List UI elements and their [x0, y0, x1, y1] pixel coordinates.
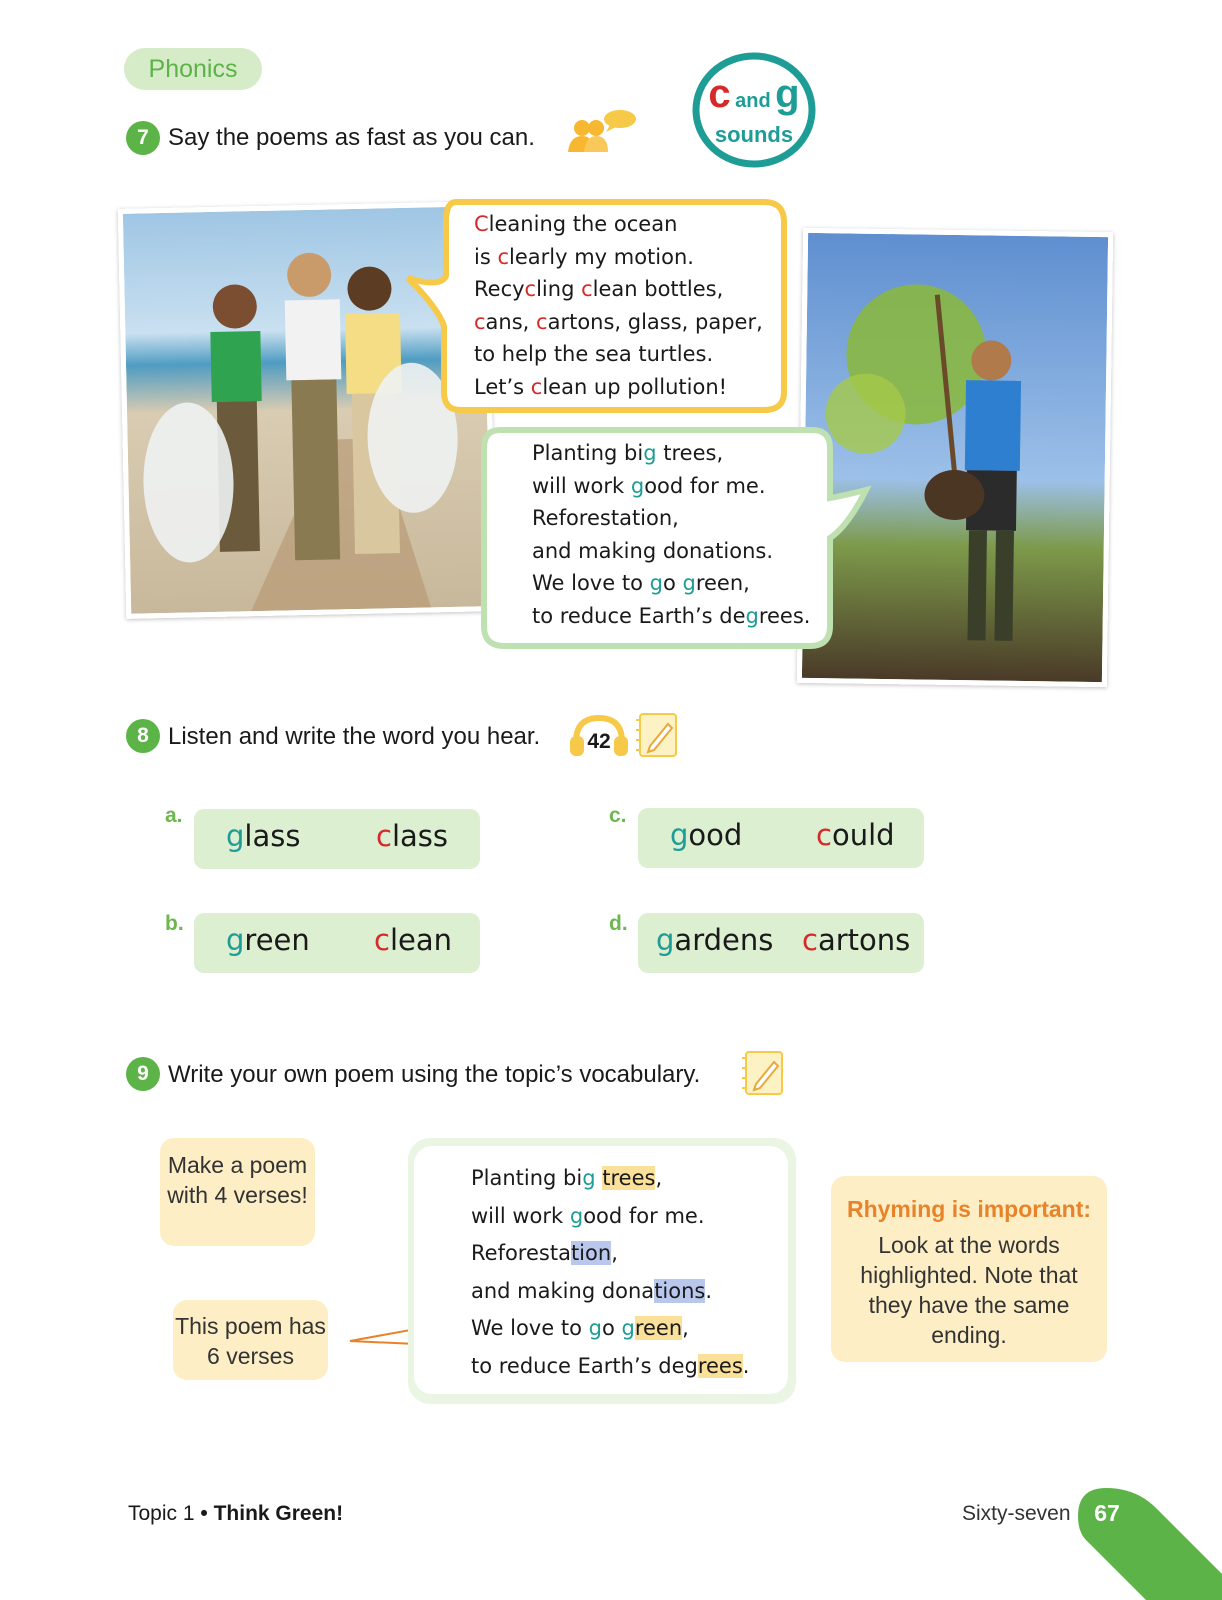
poem-line [474, 273, 763, 306]
poem-text: rees [697, 1353, 743, 1378]
poem-text: g [682, 571, 696, 595]
poem-line [471, 1235, 749, 1273]
note-six-verses: This poem has 6 verses [173, 1300, 328, 1380]
poem-text: to help the sea turtles. [474, 342, 714, 366]
poem-text: ood for me. [583, 1203, 705, 1228]
poem-text: , [682, 1316, 689, 1341]
poem-text: reen, [695, 571, 750, 595]
poem-text: tion [570, 1241, 612, 1266]
poem-c-sounds [474, 208, 763, 403]
word-letters: g [670, 818, 689, 852]
poem-text: . [705, 1278, 713, 1303]
poem-text: g [643, 441, 657, 465]
exercise-7-instruction: Say the poems as fast as you can. [168, 124, 535, 151]
poem-text: Planting bi [471, 1166, 583, 1190]
notebook-pencil-icon-2 [740, 1048, 786, 1098]
word-pair-letter: c. [609, 804, 627, 827]
word-letters: artons [817, 923, 911, 957]
word-letters: c [816, 818, 832, 852]
poem-text: g [582, 1166, 596, 1190]
poem-text: rees. [758, 603, 811, 628]
word-option[interactable] [226, 819, 300, 853]
poem-text: is [474, 244, 498, 269]
poem-text: trees [602, 1166, 656, 1190]
poem-text: artons, glass, paper, [547, 309, 763, 334]
poem-text: g [649, 571, 663, 595]
poem-line [532, 502, 810, 535]
poem-line [532, 470, 810, 503]
word-letters: ould [831, 818, 895, 852]
word-letters: lass [244, 819, 301, 853]
poem-line [471, 1160, 749, 1198]
word-pair-box [638, 808, 924, 868]
c-and-g-sounds-badge [692, 52, 816, 168]
note-rhyming [831, 1176, 1107, 1362]
word-pair-box [194, 809, 480, 869]
headphones-icon[interactable] [568, 712, 630, 758]
poem-text: c [474, 309, 486, 334]
word-pair-letter: a. [165, 804, 183, 827]
poem-text: lean bottles, [592, 277, 724, 301]
poem-text: leaning the ocean [488, 212, 678, 236]
poem-line [474, 371, 763, 404]
badge-g: g [775, 72, 800, 116]
word-letters: lean [389, 923, 453, 957]
poem-text: ling [536, 277, 582, 301]
note-four-verses: Make a poem with 4 verses! [160, 1138, 315, 1246]
poem-text: Planting bi [532, 441, 644, 465]
poem-line [471, 1310, 749, 1348]
word-letters: c [374, 923, 390, 957]
word-letters: lass [391, 819, 448, 853]
poem-text: reen [634, 1316, 683, 1341]
poem-text: , [655, 1166, 663, 1190]
word-letters: reen [244, 923, 310, 957]
track-number: 42 [587, 730, 611, 753]
poem-text: tions [654, 1278, 706, 1303]
poem-line [474, 208, 763, 241]
exercise-8-number: 8 [126, 719, 160, 753]
poem-text: Let’s [474, 374, 531, 399]
page-number: 67 [1094, 1500, 1120, 1526]
word-option[interactable] [802, 923, 910, 957]
poem-text: c [530, 374, 543, 399]
poem-text: . [742, 1353, 750, 1378]
poem-text: We love to [471, 1316, 589, 1341]
poem-text: g [569, 1203, 584, 1228]
poem-text: will work [471, 1203, 570, 1228]
poem-line [471, 1198, 749, 1236]
footer-bullet: • [200, 1502, 208, 1525]
poem-text: Reforestation, [532, 506, 679, 530]
poem-line [471, 1348, 749, 1386]
poem-text: g [621, 1316, 635, 1341]
poem-text: o [662, 571, 683, 595]
poem-line [532, 567, 810, 600]
word-pair-box [194, 913, 480, 973]
word-option[interactable] [374, 923, 452, 957]
poem-text: o [601, 1316, 622, 1341]
poem-text: g [745, 603, 759, 628]
notebook-pencil-icon [634, 710, 680, 760]
poem-line [474, 306, 763, 339]
pair-talk-icon [560, 104, 640, 156]
footer-topic-number: Topic 1 [128, 1502, 195, 1525]
poem-text: to reduce Earth’s de [532, 603, 746, 628]
poem-text: g [630, 473, 645, 498]
poem-text: ood for me. [644, 473, 766, 498]
footer-page-word: Sixty-seven [962, 1502, 1071, 1525]
poem-text: lean up pollution! [542, 374, 728, 399]
badge-c: c [708, 72, 731, 116]
poem-text: ans, [485, 309, 537, 334]
poem-text: to reduce Earth’s deg [471, 1353, 698, 1378]
poem-g-sounds [532, 437, 810, 632]
poem-text: trees, [656, 441, 724, 465]
word-letters: c [376, 819, 392, 853]
word-letters: ardens [674, 923, 774, 957]
poem-highlighted [471, 1160, 749, 1386]
word-option[interactable] [816, 818, 895, 852]
poem-text: , [611, 1241, 618, 1266]
poem-text: c [524, 277, 537, 301]
word-letters: g [226, 819, 245, 853]
section-tag: Phonics [124, 48, 262, 90]
word-letters: c [802, 923, 818, 957]
poem-line [471, 1273, 749, 1311]
word-option[interactable] [656, 923, 773, 957]
exercise-7-number: 7 [126, 121, 160, 155]
badge-and: and [735, 90, 771, 112]
exercise-9-instruction: Write your own poem using the topic’s vocabulary. [168, 1061, 701, 1088]
word-option[interactable] [376, 819, 448, 853]
footer-topic [128, 1502, 343, 1526]
poem-line [532, 437, 810, 470]
poem-text: c [536, 309, 548, 334]
poem-text: C [474, 212, 489, 236]
poem-text: learly my motion. [509, 244, 694, 269]
poem-text: c [497, 244, 509, 269]
word-letters: ood [688, 818, 743, 852]
rhyming-title: Rhyming is important: [846, 1196, 1092, 1222]
poem-text: will work [532, 473, 631, 498]
rhyming-text: Look at the words highlighted. Note that they have the same ending. [860, 1232, 1078, 1348]
poem-text: and making dona [471, 1278, 655, 1303]
word-pair-letter: d. [609, 912, 628, 935]
word-letters: g [226, 923, 245, 957]
poem-line [474, 338, 763, 371]
poem-line [474, 241, 763, 274]
badge-sounds: sounds [714, 122, 794, 147]
poem-line [532, 535, 810, 568]
word-option[interactable] [226, 923, 310, 957]
poem-text: Recy [474, 277, 525, 301]
poem-text: and making donations. [532, 538, 774, 563]
word-letters: g [656, 923, 675, 957]
poem-line [532, 600, 810, 633]
poem-text: g [588, 1316, 602, 1341]
exercise-8-instruction: Listen and write the word you hear. [168, 723, 541, 750]
word-pair-box [638, 913, 924, 973]
poem-text: Reforesta [471, 1241, 571, 1266]
poem-text: c [581, 277, 593, 301]
footer-topic-title: Think Green! [213, 1502, 344, 1525]
word-pair-letter: b. [165, 912, 184, 935]
exercise-9-number: 9 [126, 1057, 160, 1091]
word-option[interactable] [670, 818, 742, 852]
poem-text: We love to [532, 571, 650, 595]
